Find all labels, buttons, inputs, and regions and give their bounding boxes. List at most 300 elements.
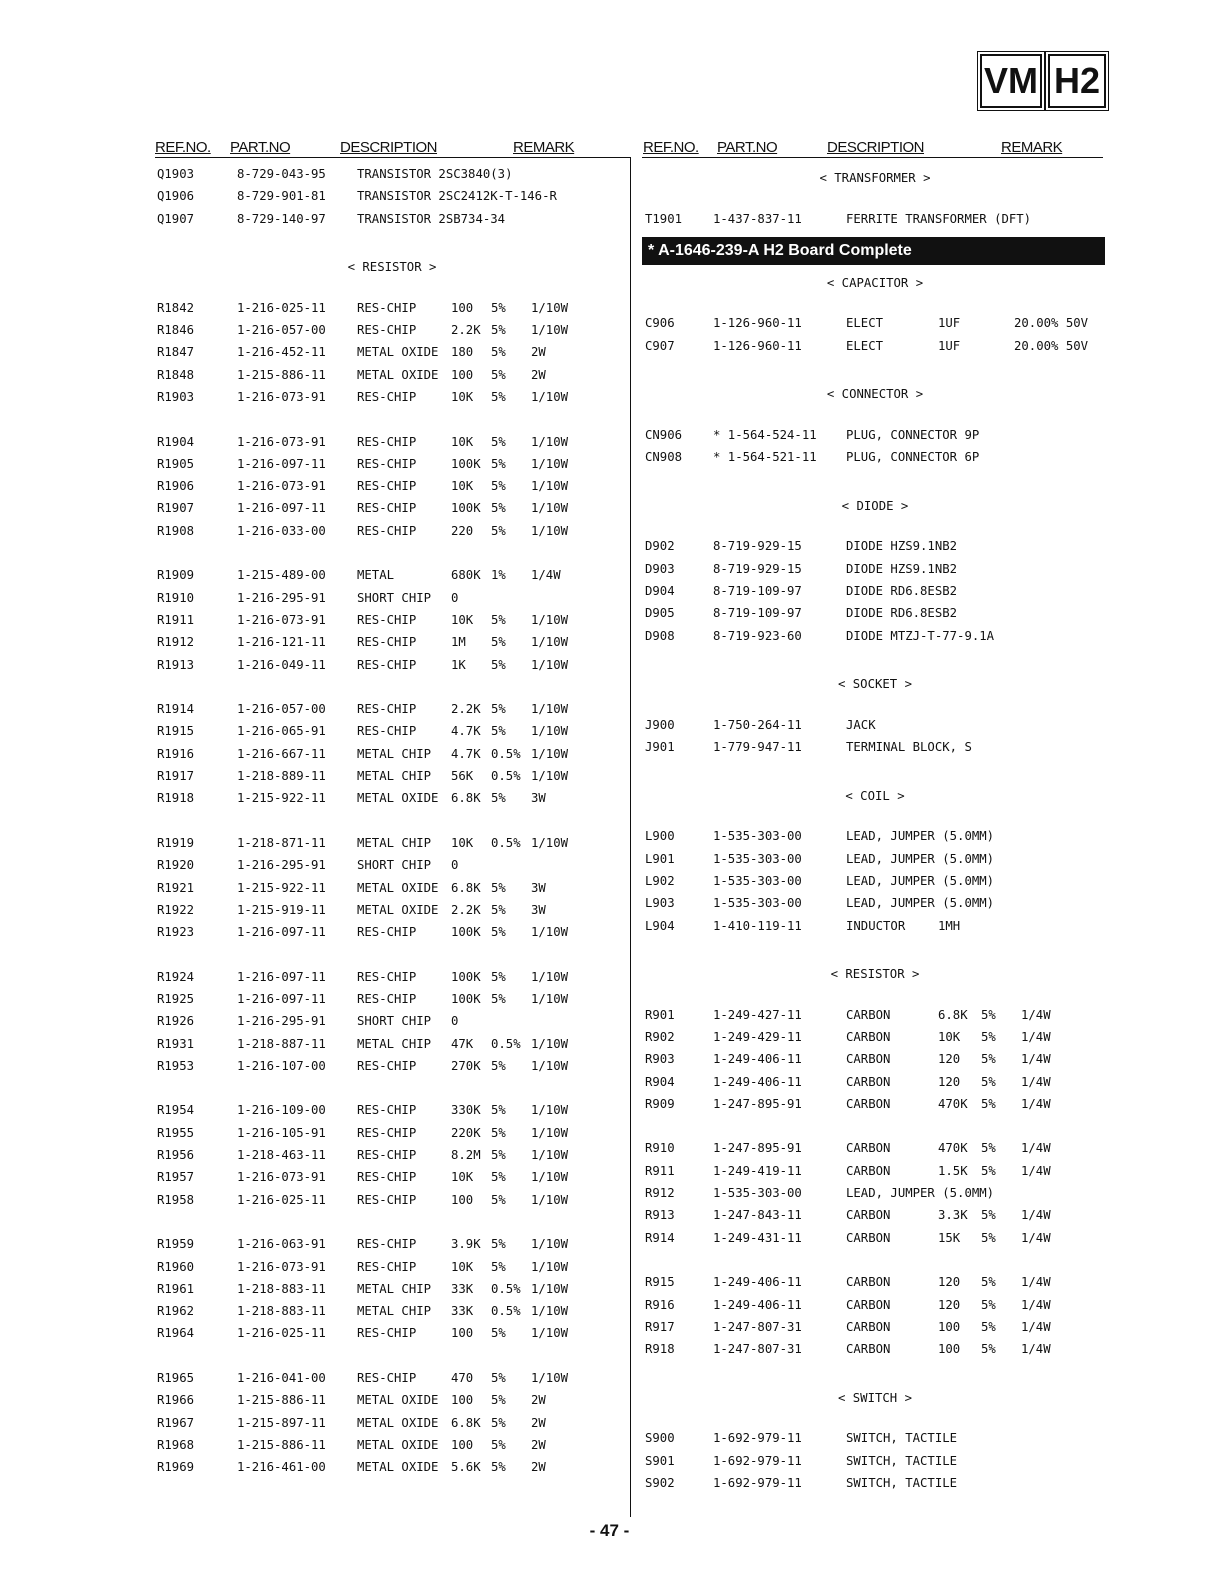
part-no: 1-216-063-91 — [237, 1237, 326, 1252]
value: 6.8K — [451, 1415, 481, 1430]
header-description: DESCRIPTION — [340, 139, 438, 156]
table-row — [157, 1167, 627, 1189]
ref-no: R1916 — [157, 746, 195, 761]
rating: 1/10W — [531, 1058, 569, 1073]
value: 100K — [451, 991, 481, 1006]
part-no: 1-216-295-91 — [237, 1014, 326, 1029]
table-row — [645, 916, 1105, 938]
parts-list-right — [645, 164, 1105, 1495]
spacer — [157, 275, 627, 297]
ref-no: R1954 — [157, 1103, 195, 1118]
table-row — [157, 788, 627, 810]
part-no: 1-216-025-11 — [237, 300, 326, 315]
spacer — [645, 1116, 1105, 1138]
value: 180 — [451, 345, 474, 360]
spacer — [645, 938, 1105, 960]
tolerance: 5% — [491, 345, 506, 360]
part-no: 1-216-057-00 — [237, 323, 326, 338]
table-row — [157, 1011, 627, 1033]
value: 8.2M — [451, 1148, 481, 1163]
description: RES-CHIP — [357, 702, 417, 717]
rating: 1/4W — [1021, 1007, 1051, 1022]
description: TRANSISTOR 2SB734-34 — [357, 211, 506, 226]
table-row — [157, 1123, 627, 1145]
ref-no: R903 — [645, 1052, 675, 1067]
part-no: * 1-564-524-11 — [713, 427, 817, 442]
ref-no: R1908 — [157, 523, 195, 538]
rating: 1/10W — [531, 1148, 569, 1163]
value: 100 — [451, 367, 474, 382]
tolerance: 5% — [981, 1163, 996, 1178]
spacer — [645, 291, 1105, 313]
table-row — [645, 1339, 1105, 1361]
description: METAL CHIP — [357, 746, 432, 761]
ref-no: R917 — [645, 1319, 675, 1334]
value: 2.2K — [451, 902, 481, 917]
part-no: 1-215-922-11 — [237, 791, 326, 806]
table-row — [645, 1317, 1105, 1339]
value: 10K — [451, 1170, 474, 1185]
description: METAL OXIDE — [357, 1437, 439, 1452]
tolerance: 5% — [491, 300, 506, 315]
ref-no: R912 — [645, 1186, 675, 1201]
spacer — [645, 403, 1105, 425]
spacer — [645, 759, 1105, 781]
value: 0 — [451, 590, 459, 605]
part-no: 1-249-419-11 — [713, 1163, 802, 1178]
description: RES-CHIP — [357, 1170, 417, 1185]
header-part-no: PART.NO — [230, 139, 291, 156]
rating: 1/4W — [1021, 1141, 1051, 1156]
rating: 1/4W — [1021, 1230, 1051, 1245]
ref-no: R1910 — [157, 590, 195, 605]
rating: 1/10W — [531, 1371, 569, 1386]
ref-no: R1955 — [157, 1125, 195, 1140]
spacer — [157, 1346, 627, 1368]
rating: 2W — [531, 345, 546, 360]
ref-no: CN908 — [645, 450, 683, 465]
value: 100 — [451, 1437, 474, 1452]
description: RES-CHIP — [357, 991, 417, 1006]
table-row — [157, 1301, 627, 1323]
part-no: 1-216-025-11 — [237, 1192, 326, 1207]
tolerance: 5% — [491, 523, 506, 538]
header-description: DESCRIPTION — [827, 139, 925, 156]
value: 100K — [451, 969, 481, 984]
part-no: 1-216-025-11 — [237, 1326, 326, 1341]
table-row — [157, 454, 627, 476]
ref-no: D908 — [645, 628, 675, 643]
description: CARBON — [846, 1208, 891, 1223]
description: DIODE HZS9.1NB2 — [846, 539, 958, 554]
board-title-banner: * A-1646-239-A H2 Board Complete — [642, 237, 1105, 265]
ref-no: L902 — [645, 873, 675, 888]
ref-no: CN906 — [645, 427, 683, 442]
table-row — [645, 1005, 1105, 1027]
part-no: 8-719-109-97 — [713, 584, 802, 599]
spacer — [645, 470, 1105, 492]
rating: 2W — [531, 1415, 546, 1430]
part-no: 1-216-097-11 — [237, 991, 326, 1006]
section-heading: < SOCKET > — [837, 677, 913, 692]
part-no: 1-218-871-11 — [237, 835, 326, 850]
table-row — [645, 1183, 1105, 1205]
tolerance: 5% — [491, 1393, 506, 1408]
part-no: 1-216-065-91 — [237, 724, 326, 739]
description: FERRITE TRANSFORMER (DFT) — [846, 211, 1032, 226]
part-no: 1-215-897-11 — [237, 1415, 326, 1430]
table-row — [157, 432, 627, 454]
part-no: 1-410-119-11 — [713, 918, 802, 933]
description: RES-CHIP — [357, 724, 417, 739]
description: RES-CHIP — [357, 1103, 417, 1118]
table-row — [157, 186, 627, 208]
column-header-left — [155, 137, 630, 158]
ref-no: R1914 — [157, 702, 195, 717]
ref-no: D904 — [645, 584, 675, 599]
tolerance: 5% — [491, 1237, 506, 1252]
table-row — [157, 1034, 627, 1056]
value: 680K — [451, 568, 481, 583]
table-row — [645, 715, 1105, 737]
description: RES-CHIP — [357, 635, 417, 650]
part-no: 1-216-097-11 — [237, 969, 326, 984]
rating: 1/10W — [531, 925, 569, 940]
ref-no: R1959 — [157, 1237, 195, 1252]
description: METAL OXIDE — [357, 1415, 439, 1430]
spacer — [645, 648, 1105, 670]
value: 120 — [938, 1074, 961, 1089]
part-no: 1-216-461-00 — [237, 1460, 326, 1475]
ref-no: S901 — [645, 1453, 675, 1468]
value: 120 — [938, 1297, 961, 1312]
value: 1UF — [938, 338, 961, 353]
part-no: 1-216-295-91 — [237, 858, 326, 873]
description: RES-CHIP — [357, 479, 417, 494]
value: 0 — [451, 858, 459, 873]
spacer — [645, 514, 1105, 536]
description: METAL OXIDE — [357, 902, 439, 917]
tolerance: 5% — [491, 1415, 506, 1430]
table-row — [157, 387, 627, 409]
header-remark: REMARK — [1001, 139, 1063, 156]
description: CARBON — [846, 1163, 891, 1178]
ref-no: R1931 — [157, 1036, 195, 1051]
ref-no: R1968 — [157, 1437, 195, 1452]
description: RES-CHIP — [357, 434, 417, 449]
model-tag-vm: VM — [980, 54, 1042, 108]
value: 120 — [938, 1052, 961, 1067]
table-row — [157, 298, 627, 320]
part-no: 1-249-406-11 — [713, 1297, 802, 1312]
part-no: 1-247-807-31 — [713, 1342, 802, 1357]
value: 100 — [938, 1342, 961, 1357]
part-no: 1-218-889-11 — [237, 769, 326, 784]
description: METAL CHIP — [357, 1036, 432, 1051]
section-heading: < COIL > — [845, 788, 905, 803]
table-row — [157, 922, 627, 944]
part-no: 1-247-895-91 — [713, 1096, 802, 1111]
description: DIODE RD6.8ESB2 — [846, 606, 958, 621]
ref-no: D905 — [645, 606, 675, 621]
spacer — [157, 231, 627, 253]
tolerance: 0.5% — [491, 769, 521, 784]
ref-no: R1961 — [157, 1281, 195, 1296]
description: RES-CHIP — [357, 501, 417, 516]
part-no: 1-218-883-11 — [237, 1304, 326, 1319]
rating: 1/4W — [1021, 1096, 1051, 1111]
description: RES-CHIP — [357, 1125, 417, 1140]
table-row — [645, 313, 1105, 335]
value: 100K — [451, 456, 481, 471]
rating: 1/10W — [531, 1103, 569, 1118]
board-tag-h2: H2 — [1048, 54, 1106, 108]
part-no: 8-729-140-97 — [237, 211, 326, 226]
table-row — [157, 164, 627, 186]
rating: 1/10W — [531, 1304, 569, 1319]
ref-no: R1957 — [157, 1170, 195, 1185]
spacer — [645, 982, 1105, 1004]
table-row — [157, 1234, 627, 1256]
tolerance: 5% — [491, 434, 506, 449]
description: RES-CHIP — [357, 1237, 417, 1252]
part-no: 1-215-886-11 — [237, 367, 326, 382]
value: 470K — [938, 1096, 968, 1111]
value: 1K — [451, 657, 466, 672]
description: RES-CHIP — [357, 925, 417, 940]
description: RES-CHIP — [357, 969, 417, 984]
part-no: 1-692-979-11 — [713, 1431, 802, 1446]
description: CARBON — [846, 1342, 891, 1357]
spacer — [157, 1078, 627, 1100]
value: 100 — [451, 1393, 474, 1408]
section-heading: < SWITCH > — [837, 1390, 913, 1405]
ref-no: R1967 — [157, 1415, 195, 1430]
description: CARBON — [846, 1096, 891, 1111]
value: 470K — [938, 1141, 968, 1156]
description: CARBON — [846, 1141, 891, 1156]
rating: 1/4W — [1021, 1342, 1051, 1357]
ref-no: R1906 — [157, 479, 195, 494]
value: 1MH — [938, 918, 961, 933]
description: INDUCTOR — [846, 918, 906, 933]
description: CARBON — [846, 1029, 891, 1044]
value: 47K — [451, 1036, 474, 1051]
column-divider — [630, 157, 631, 1517]
rating: 1/4W — [1021, 1319, 1051, 1334]
description: METAL OXIDE — [357, 791, 439, 806]
rating: 1/10W — [531, 1326, 569, 1341]
part-no: 8-729-043-95 — [237, 167, 326, 181]
parts-list-left — [157, 164, 627, 1480]
tolerance: 5% — [491, 1170, 506, 1185]
part-no: 1-216-105-91 — [237, 1125, 326, 1140]
part-no: 1-247-843-11 — [713, 1208, 802, 1223]
value: 5.6K — [451, 1460, 481, 1475]
rating: 3W — [531, 880, 546, 895]
description: METAL OXIDE — [357, 1393, 439, 1408]
part-no: 1-247-895-91 — [713, 1141, 802, 1156]
ref-no: R1966 — [157, 1393, 195, 1408]
rating: 1/4W — [1021, 1163, 1051, 1178]
value: 10K — [451, 835, 474, 850]
spacer — [157, 1212, 627, 1234]
part-no: 1-216-295-91 — [237, 590, 326, 605]
table-row — [645, 1295, 1105, 1317]
value: 15K — [938, 1230, 961, 1245]
tolerance: 5% — [491, 991, 506, 1006]
ref-no: Q1906 — [157, 189, 195, 204]
table-row — [645, 336, 1105, 358]
description: RES-CHIP — [357, 300, 417, 315]
rating: 1/10W — [531, 389, 569, 404]
spacer — [645, 1250, 1105, 1272]
rating: 1/10W — [531, 969, 569, 984]
table-row — [157, 365, 627, 387]
description: METAL CHIP — [357, 1304, 432, 1319]
description: CARBON — [846, 1007, 891, 1022]
table-row — [645, 1094, 1105, 1116]
description: SWITCH, TACTILE — [846, 1431, 958, 1446]
tolerance: 5% — [491, 657, 506, 672]
table-row — [157, 721, 627, 743]
description: RES-CHIP — [357, 1326, 417, 1341]
ref-no: R1903 — [157, 389, 195, 404]
description: PLUG, CONNECTOR 6P — [846, 450, 980, 465]
table-row — [645, 1027, 1105, 1049]
part-no: 1-216-109-00 — [237, 1103, 326, 1118]
rating: 1/10W — [531, 1170, 569, 1185]
description: TERMINAL BLOCK, S — [846, 740, 972, 755]
rating: 1/10W — [531, 323, 569, 338]
ref-no: R1904 — [157, 434, 195, 449]
part-no: 1-218-887-11 — [237, 1036, 326, 1051]
table-row — [645, 209, 1105, 231]
ref-no: R1846 — [157, 323, 195, 338]
value: 6.8K — [451, 880, 481, 895]
table-row — [157, 1190, 627, 1212]
part-no: 1-216-667-11 — [237, 746, 326, 761]
value: 10K — [451, 1259, 474, 1274]
tolerance: 5% — [981, 1208, 996, 1223]
description: JACK — [846, 717, 876, 732]
section-heading: < RESISTOR > — [830, 967, 920, 982]
remark: 20.00% 50V — [1014, 338, 1089, 353]
table-row — [157, 967, 627, 989]
ref-no: R1956 — [157, 1148, 195, 1163]
ref-no: R1923 — [157, 925, 195, 940]
part-no: 1-249-406-11 — [713, 1074, 802, 1089]
table-row — [157, 588, 627, 610]
ref-no: R1905 — [157, 456, 195, 471]
value: 1M — [451, 635, 466, 650]
part-no: 1-216-097-11 — [237, 501, 326, 516]
value: 2.2K — [451, 702, 481, 717]
value: 10K — [451, 612, 474, 627]
rating: 1/10W — [531, 746, 569, 761]
ref-no: R1847 — [157, 345, 195, 360]
value: 100 — [451, 1326, 474, 1341]
tolerance: 5% — [981, 1096, 996, 1111]
spacer — [645, 804, 1105, 826]
part-no: 1-126-960-11 — [713, 338, 802, 353]
description: RES-CHIP — [357, 523, 417, 538]
description: RES-CHIP — [357, 1371, 417, 1386]
tolerance: 5% — [981, 1074, 996, 1089]
description: DIODE HZS9.1NB2 — [846, 561, 958, 576]
part-no: 8-729-901-81 — [237, 189, 326, 204]
table-row — [157, 855, 627, 877]
ref-no: R1915 — [157, 724, 195, 739]
description: CARBON — [846, 1052, 891, 1067]
description: METAL — [357, 568, 395, 583]
table-row — [645, 1473, 1105, 1495]
description: SWITCH, TACTILE — [846, 1453, 958, 1468]
ref-no: J901 — [645, 740, 675, 755]
tolerance: 5% — [981, 1230, 996, 1245]
rating: 1/10W — [531, 1281, 569, 1296]
section-heading: < RESISTOR > — [347, 260, 437, 275]
table-row — [157, 610, 627, 632]
ref-no: R913 — [645, 1208, 675, 1223]
tolerance: 5% — [981, 1007, 996, 1022]
section-heading: < TRANSFORMER > — [819, 171, 931, 185]
table-row — [157, 1100, 627, 1122]
part-no: 1-216-073-91 — [237, 434, 326, 449]
rating: 1/4W — [1021, 1275, 1051, 1290]
table-row — [645, 1161, 1105, 1183]
ref-no: R1917 — [157, 769, 195, 784]
table-row — [157, 632, 627, 654]
description: METAL CHIP — [357, 1281, 432, 1296]
tolerance: 5% — [491, 1437, 506, 1452]
ref-no: R1919 — [157, 835, 195, 850]
description: RES-CHIP — [357, 1148, 417, 1163]
value: 100 — [938, 1319, 961, 1334]
rating: 1/10W — [531, 523, 569, 538]
value: 100K — [451, 925, 481, 940]
ref-no: R1964 — [157, 1326, 195, 1341]
table-row — [157, 744, 627, 766]
value: 10K — [938, 1029, 961, 1044]
tolerance: 5% — [491, 389, 506, 404]
rating: 1/10W — [531, 1259, 569, 1274]
tolerance: 5% — [491, 1460, 506, 1475]
tolerance: 5% — [491, 880, 506, 895]
table-row — [645, 603, 1105, 625]
ref-no: R916 — [645, 1297, 675, 1312]
rating: 1/10W — [531, 1125, 569, 1140]
part-no: 1-215-886-11 — [237, 1437, 326, 1452]
header-part-no: PART.NO — [717, 139, 778, 156]
part-no: 1-535-303-00 — [713, 873, 802, 888]
table-row — [157, 565, 627, 587]
description: RES-CHIP — [357, 612, 417, 627]
tolerance: 5% — [491, 612, 506, 627]
value: 33K — [451, 1304, 474, 1319]
ref-no: R1909 — [157, 568, 195, 583]
section-heading: < CAPACITOR > — [826, 275, 924, 290]
table-row — [645, 536, 1105, 558]
table-row — [157, 209, 627, 231]
tolerance: 0.5% — [491, 1304, 521, 1319]
tolerance: 5% — [491, 1259, 506, 1274]
part-no: 1-535-303-00 — [713, 851, 802, 866]
tolerance: 0.5% — [491, 746, 521, 761]
description: CARBON — [846, 1319, 891, 1334]
table-row — [157, 1457, 627, 1479]
part-no: 1-216-452-11 — [237, 345, 326, 360]
